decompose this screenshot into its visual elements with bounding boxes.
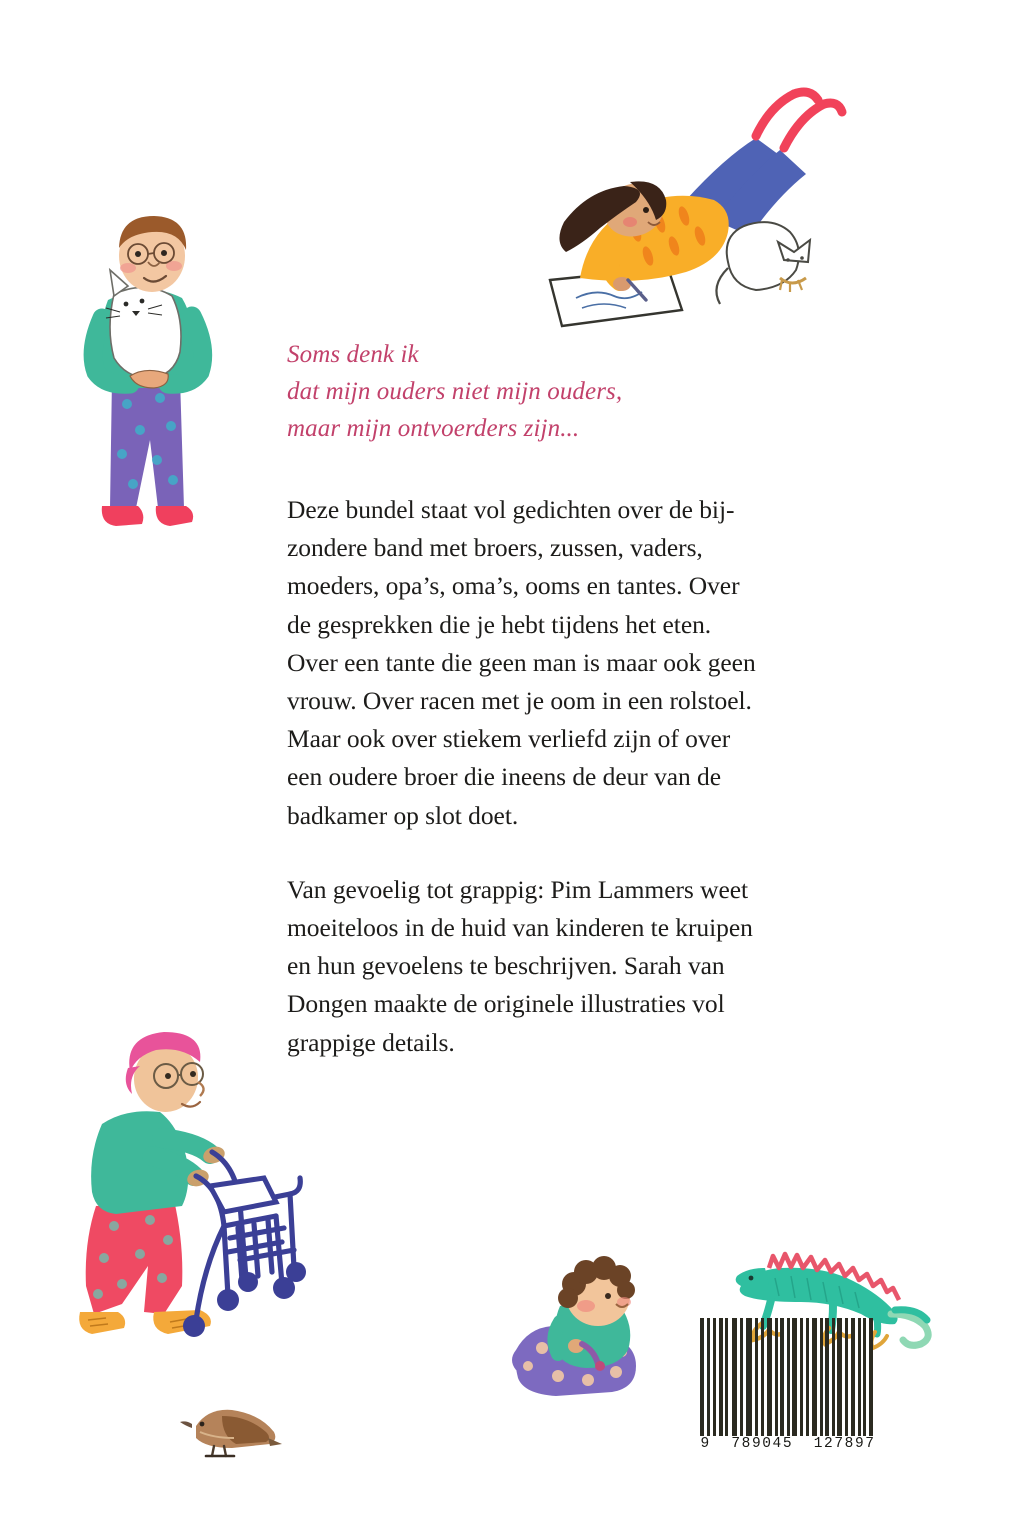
blurb-line: zondere band met broers, zussen, vaders, [287, 533, 703, 563]
blurb-line: moeders, opa’s, oma’s, ooms en tantes. Over [287, 571, 740, 601]
blurb-line: vrouw. Over racen met je oom in een rolstoel. [287, 686, 752, 716]
blurb-line: moeiteloos in de huid van kinderen te kruipen [287, 913, 753, 943]
isbn-barcode [700, 1318, 876, 1466]
blurb-paragraph-2 [287, 871, 887, 1062]
barcode-bars [700, 1318, 876, 1436]
blurb-line: Dongen maakte de originele illustraties vol [287, 989, 725, 1019]
blurb-line: de gesprekken die je hebt tijdens het eten. [287, 609, 712, 639]
poem-line: Soms denk ik [287, 341, 419, 368]
blurb-line: Deze bundel staat vol gedichten over de bij- [287, 495, 735, 524]
blurb-line: een oudere broer die ineens de deur van de [287, 762, 722, 792]
back-cover-text-column [287, 336, 887, 1062]
poem-line: maar mijn ontvoerders zijn... [287, 415, 580, 442]
poem-quote [287, 336, 887, 447]
seated-toddler-illustration [512, 1262, 662, 1407]
poem-line: dat mijn ouders niet mijn ouders, [287, 378, 623, 405]
blurb-line: Over een tante die geen man is maar ook geen [287, 647, 756, 677]
elderly-woman-with-rollator-illustration [78, 1028, 313, 1388]
blurb-line: badkamer op slot doet. [287, 800, 519, 830]
person-holding-white-cat-illustration [72, 208, 242, 553]
blurb-line: Van gevoelig tot grappig: Pim Lammers weet [287, 874, 749, 904]
sparrow-bird-illustration [178, 1398, 283, 1460]
blurb-line: en hun gevoelens te beschrijven. Sarah van [287, 951, 725, 981]
barcode-digits: 9 789045 127897 [700, 1436, 876, 1452]
blurb-line: Maar ook over stiekem verliefd zijn of over [287, 724, 731, 754]
girl-drawing-with-cat-illustration [518, 82, 843, 332]
blurb-paragraph-1 [287, 491, 887, 835]
blurb-line: grappige details. [287, 1027, 455, 1057]
